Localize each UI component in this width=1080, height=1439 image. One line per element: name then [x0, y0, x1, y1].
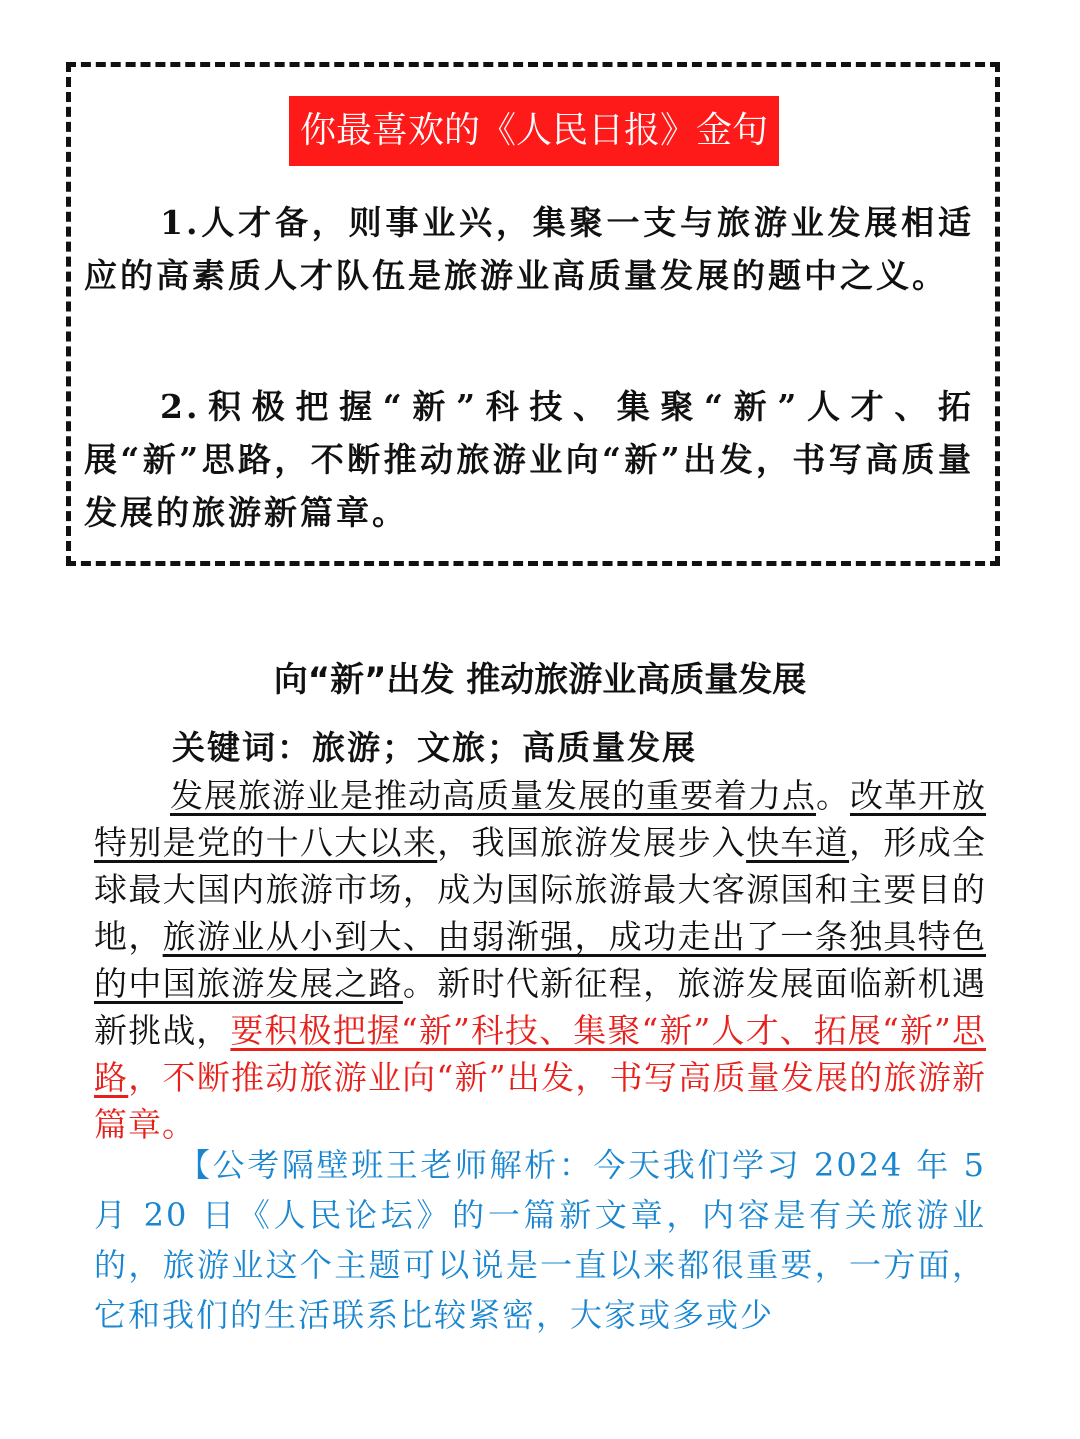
body-text-segment: 。	[816, 776, 850, 815]
article-title: 向“新”出发 推动旅游业高质量发展	[273, 660, 807, 700]
underlined-phrase: 改革开放特别是党的十八大以来	[94, 776, 986, 862]
body-text-segment: 。新时代新征程，旅游发展面临新机遇新挑战，	[94, 964, 987, 1050]
underlined-phrase: 快车道	[746, 823, 850, 862]
underlined-phrase: 旅游业从小到大、由弱渐强，成功走出了一条独具特色的中国旅游发展之路	[94, 917, 987, 1003]
highlighted-text: ，不断推动旅游业向“新”出发，书写高质量发展的旅游新篇章。	[94, 1058, 987, 1144]
quote-banner: 你最喜欢的《人民日报》金句	[289, 96, 779, 166]
quote-item-2: 2.积极把握“新”科技、集聚“新”人才、拓展“新”思路，不断推动旅游业向“新”出发，书写高质量发展的旅游新篇章。	[84, 387, 974, 532]
teacher-analysis: 【公考隔壁班王老师解析：今天我们学习 2024 年 5 月 20 日《人民论坛》的一篇新文章，内容是有关旅游业的，旅游业这个主题可以说是一直以来都很重要，一方面，它和我们的生活联系比较紧密，大家或多或少	[94, 1146, 986, 1334]
article-body	[94, 772, 986, 1148]
article-keywords: 关键词：旅游；文旅；高质量发展	[172, 728, 697, 767]
highlighted-phrase: 要积极把握“新”科技、集聚“新”人才、拓展“新”思路	[94, 1011, 987, 1097]
quote-item-1: 1.人才备，则事业兴，集聚一支与旅游业发展相适应的高素质人才队伍是旅游业高质量发展的题中之义。	[84, 203, 974, 295]
underlined-phrase: 发展旅游业是推动高质量发展的重要着力点	[170, 776, 816, 815]
body-text-segment: ，我国旅游发展步入	[437, 823, 747, 862]
body-text-segment: ，形成全球最大国内旅游市场，成为国际旅游最大客源国和主要目的地，	[94, 823, 987, 956]
